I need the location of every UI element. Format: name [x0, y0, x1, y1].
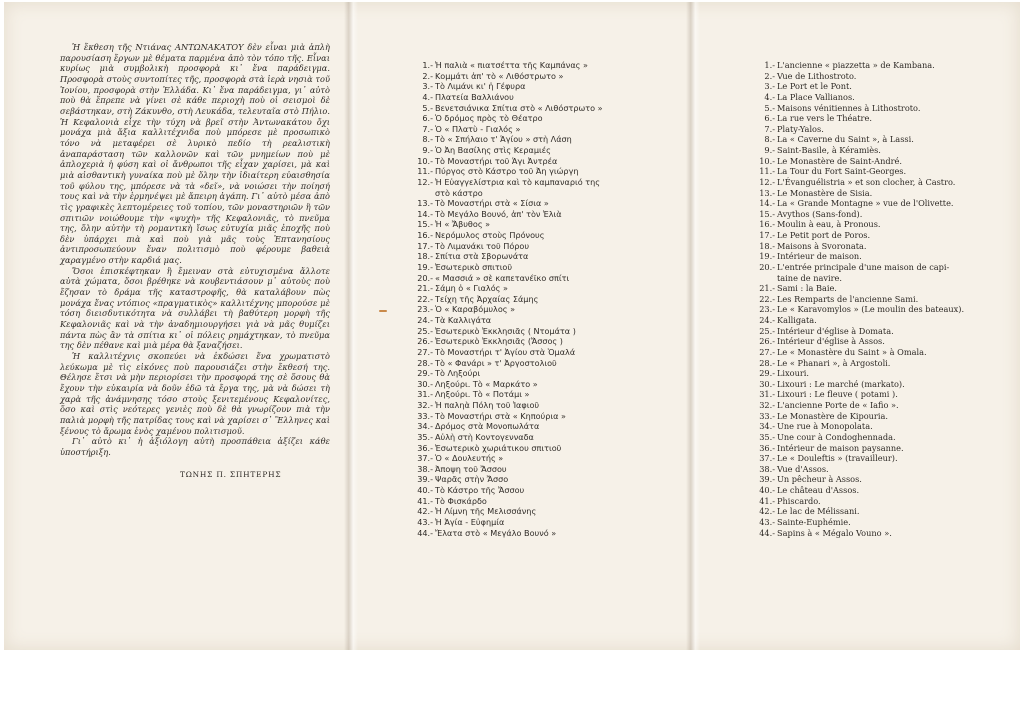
item-number: 12.-	[759, 176, 775, 187]
item-number: 4.-	[422, 91, 433, 102]
list-item	[749, 113, 1019, 124]
item-number: 40.-	[417, 485, 433, 495]
item-title: Τὸ Ληξούρι	[435, 368, 481, 379]
item-number: 34.-	[759, 421, 775, 432]
item-title: Τὸ Μεγάλο Βουνό, ἀπ' τὸν Ἐλιὰ	[435, 208, 562, 219]
list-item	[749, 92, 1019, 103]
item-title: Τὸ Μοναστήρι τ' Ἁγίου στὰ Ὁμαλά	[435, 346, 576, 357]
item-number: 10.-	[759, 155, 775, 166]
item-title: Πύργος στὸ Κάστρο τοῦ Ἀη γιώργη	[435, 166, 579, 177]
item-title: Le « Douleftis » (travailleur).	[777, 453, 898, 464]
item-title: Vue de Lithostroto.	[777, 70, 857, 81]
list-item	[407, 230, 677, 241]
item-number: 39.-	[417, 474, 433, 485]
list-item	[407, 294, 677, 305]
item-title: Kalligata.	[777, 315, 817, 325]
item-title: Intérieur de maison.	[777, 251, 862, 262]
item-number: 24.-	[417, 315, 433, 325]
item-number: 17.-	[759, 230, 775, 240]
item-title: Ὁ « Πλατὺ - Γιαλός »	[435, 123, 521, 134]
item-title: Ἡ Λίμνη τῆς Μελισσάνης	[435, 506, 537, 517]
french-list-panel	[749, 60, 1019, 708]
greek-artwork-list	[407, 60, 677, 538]
item-number: 24.-	[759, 315, 775, 325]
item-title: Αὐλὴ στὴ Κοντογενναδα	[435, 431, 534, 442]
item-number: 44.-	[417, 527, 433, 538]
list-item	[749, 443, 1019, 454]
item-number: 38.-	[417, 463, 433, 474]
item-title: Τὸ « Φανάρι » τ' Ἀργοστολιοῦ	[435, 357, 557, 368]
item-number: 33.-	[417, 410, 433, 421]
author-signature: ΤΩΝΗΣ Π. ΣΠΗΤΕΡΗΣ	[180, 469, 282, 479]
item-number: 6.-	[764, 113, 775, 124]
item-number: 11.-	[759, 166, 775, 177]
list-item	[407, 177, 677, 188]
item-title: Κομμάτι ἀπ' τὸ « Λιθόστρωτο »	[435, 70, 564, 81]
list-item	[749, 464, 1019, 475]
item-number: 13.-	[417, 198, 433, 209]
list-item	[407, 124, 677, 135]
list-item	[407, 379, 677, 390]
item-title: Τὸ Μοναστήρι τοῦ Ἁγι Ἀντρέα	[435, 155, 558, 166]
list-item	[749, 156, 1019, 167]
item-title: Ληξούρι. Τὸ « Ποτάμι »	[435, 389, 530, 400]
item-title: Phiscardo.	[777, 495, 821, 506]
list-item	[749, 177, 1019, 188]
item-number: 43.-	[417, 516, 433, 527]
item-number: 34.-	[417, 421, 433, 432]
item-title: Τὸ Μοναστήρι στὰ « Σίσια »	[435, 198, 549, 209]
item-number: 16.-	[759, 219, 775, 230]
list-item	[407, 485, 677, 496]
list-item	[749, 283, 1019, 294]
item-number: 30.-	[759, 378, 775, 389]
list-item	[407, 304, 677, 315]
list-item	[749, 506, 1019, 517]
list-item	[407, 251, 677, 262]
item-title: Intérieur de maison paysanne.	[777, 442, 904, 453]
list-item	[407, 134, 677, 145]
item-title: Le Monastère de Sisia.	[777, 187, 873, 198]
list-item	[749, 103, 1019, 114]
list-item	[749, 219, 1019, 230]
item-number: 26.-	[417, 336, 433, 347]
item-number: 15.-	[417, 219, 433, 230]
item-number: 43.-	[759, 516, 775, 527]
item-number: 22.-	[417, 293, 433, 304]
item-number: 32.-	[417, 400, 433, 410]
list-item	[407, 315, 677, 326]
item-number: 30.-	[417, 378, 433, 389]
list-item	[749, 124, 1019, 135]
item-title: L'entrée principale d'une maison de capi-	[777, 261, 950, 272]
item-number: 19.-	[759, 251, 775, 262]
list-item	[749, 528, 1019, 539]
item-number: 18.-	[759, 240, 775, 251]
list-item	[749, 368, 1019, 379]
list-item	[407, 528, 677, 539]
item-number: 8.-	[422, 134, 433, 145]
item-title: Βενετσιάνικα Σπίτια στὸ « Λιθόστρωτο »	[435, 102, 603, 113]
item-number: 5.-	[422, 102, 433, 113]
item-number: 42.-	[759, 506, 775, 517]
list-item	[407, 92, 677, 103]
list-item	[407, 421, 677, 432]
item-title: La « Caverne du Saint », à Lassi.	[777, 134, 914, 145]
essay-panel	[60, 42, 330, 690]
list-item	[407, 358, 677, 369]
list-item	[407, 71, 677, 82]
item-title: Lixouri.	[777, 368, 810, 379]
item-number: 21.-	[759, 283, 775, 294]
essay-text	[60, 42, 330, 458]
list-item	[407, 273, 677, 284]
list-item	[749, 358, 1019, 369]
essay-paragraph: Ὅσοι ἐπισκέφτηκαν ἢ ἔμειναν στὰ εὐτυχισμένα ἄλλοτε αὐτὰ χώματα, ὅσοι βρέθηκε νὰ κουβεντιάσουν μ᾿ αὐτοὺς ποὺ ἔζησαν τὸ δράμα τῆς καταστροφῆς, θὰ καταλάβουν πὼς μονάχα ἕνας ντόπιος «πραγματικὸς» καλλιτέχνης μπορούσε μὲ τόση διεισδυτικότητα νὰ συλλάβει τὴ βαθύτερη μορφὴ τῆς Κεφαλονιᾶς καὶ νὰ τὴν ἀναδημιουργήσει γιὰ νὰ μᾶς θυμίζει πάντα πὼς ἂν τὰ σπίτια κι᾿ οἱ πόλεις ρημάχτηκαν, τὸ πνεῦμα της δὲν πέθανε καὶ μιὰ μέρα θὰ ξαναζήσει.	[60, 265, 330, 351]
item-title: La rue vers le Théatre.	[777, 113, 872, 124]
item-title: Lixouri : Le marché (markato).	[777, 378, 905, 389]
item-number: 19.-	[417, 261, 433, 272]
list-item	[749, 294, 1019, 305]
list-item	[749, 336, 1019, 347]
item-number: 25.-	[759, 325, 775, 336]
item-title: Τὸ Λιμάνι κι' ἡ Γέφυρα	[435, 81, 526, 92]
list-item	[407, 411, 677, 422]
item-number: 1.-	[422, 60, 433, 70]
list-item	[749, 453, 1019, 464]
item-number: 38.-	[759, 463, 775, 474]
item-title: Ἀποψη τοῦ Ἄσσου	[435, 463, 507, 474]
list-item	[407, 166, 677, 177]
list-item	[749, 496, 1019, 507]
item-title: Ὁ « Δουλευτής »	[435, 453, 504, 464]
list-item	[407, 262, 677, 273]
item-title: Ἐσωτερικὸ σπιτιοῦ	[435, 261, 513, 272]
item-title: Ἔλατα στὸ « Μεγάλο Βουνό »	[435, 527, 557, 538]
item-number: 16.-	[417, 230, 433, 240]
item-number: 25.-	[417, 325, 433, 336]
item-number: 29.-	[759, 368, 775, 379]
item-title: Le Petit port de Poros.	[777, 230, 871, 240]
item-title: Le « Karavomylos » (Le moulin des bateaux).	[777, 304, 965, 315]
item-title: Ὁ « Καραβόμυλος »	[435, 304, 516, 315]
list-item	[407, 464, 677, 475]
item-title: La « Grande Montagne » vue de l'Olivette.	[777, 198, 954, 209]
list-item	[407, 506, 677, 517]
list-item	[749, 474, 1019, 485]
item-title: Τὸ « Σπήλαιο τ' Ἁγίου » στὴ Λάση	[435, 134, 572, 145]
item-number: 36.-	[759, 442, 775, 453]
item-title: L'ancienne « piazzetta » de Kambana.	[777, 60, 935, 70]
list-item	[749, 166, 1019, 177]
item-title: Πλατεία Βαλλιάνου	[435, 91, 514, 102]
item-title: Τείχη τῆς Ἀρχαίας Σάμης	[435, 293, 539, 304]
item-number: 22.-	[759, 293, 775, 304]
fold-line-right	[686, 2, 700, 650]
list-item	[407, 145, 677, 156]
list-item	[407, 60, 677, 71]
item-title: Ὁ δρόμος πρὸς τὸ Θέατρο	[435, 113, 543, 124]
item-title: Ἡ « Ἄβυθος »	[435, 219, 491, 230]
greek-list-panel	[407, 60, 677, 708]
item-number: 29.-	[417, 368, 433, 379]
list-item	[749, 145, 1019, 156]
item-number: 7.-	[764, 123, 775, 134]
item-number: 42.-	[417, 506, 433, 517]
essay-paragraph: Ἡ καλλιτέχνις σκοπεύει νὰ ἐκδώσει ἕνα χρωματιστὸ λεύκωμα μὲ τὶς εἰκόνες ποὺ παρουσιάζει στὴν ἔκθεσή της. Θέλησε ἔτσι νὰ μὴν περιορίσει τὴν προσφορά της σὲ ὅσους θὰ ἔχουν τὴν εὐκαιρία νὰ δοῦν ἐδῶ τὰ ἔργα της, μὰ νὰ δώσει τὴ χαρὰ τῆς ἀνάμνησης τόσο στοὺς ξενιτεμένους Κεφαλονίτες, ὅσο καὶ στὶς νεότερες γενιὲς ποὺ δὲ θὰ γνωρίζουν πιὰ τὴν παλιὰ μορφὴ τῆς πατρίδας τους καὶ νὰ χαρίσει σ᾿ Ἕλληνες καὶ ξένους τὸ ἄρωμα ἑνὸς χαμένου πολιτισμοῦ.	[60, 351, 330, 436]
item-title: Σάμη ὁ « Γιαλός »	[435, 283, 508, 294]
item-number: 15.-	[759, 208, 775, 219]
item-title: Les Remparts de l'ancienne Sami.	[777, 293, 919, 304]
list-item	[749, 71, 1019, 82]
item-title: « Μασσιά » σὲ καπετανέϊκο σπίτι	[435, 272, 570, 283]
item-title: Le lac de Mélissani.	[777, 506, 860, 517]
item-title: Maisons à Svoronata.	[777, 240, 867, 251]
list-item	[749, 347, 1019, 358]
list-item	[749, 326, 1019, 337]
list-item	[407, 103, 677, 114]
item-title: Ληξούρι. Τὸ « Μαρκάτο »	[435, 378, 538, 389]
item-title: Platy-Yalos.	[777, 123, 824, 134]
item-number: 28.-	[417, 357, 433, 368]
list-item	[407, 156, 677, 167]
list-item	[407, 368, 677, 379]
list-item	[749, 517, 1019, 528]
item-number: 41.-	[417, 495, 433, 506]
list-item	[749, 81, 1019, 92]
item-number: 13.-	[759, 187, 775, 198]
item-title: στὸ κάστρο	[435, 187, 483, 198]
list-item	[407, 188, 677, 199]
item-number: 5.-	[764, 102, 775, 113]
item-title: Τὸ Λιμανάκι τοῦ Πόρου	[435, 240, 530, 251]
essay-paragraph: Γι᾿ αὐτὸ κι᾿ ἡ ἀξιόλογη αὐτὴ προσπάθεια ἀξίζει κάθε ὑποστήριξη.	[60, 436, 330, 457]
list-item	[407, 113, 677, 124]
list-item	[407, 347, 677, 358]
item-number: 3.-	[422, 81, 433, 92]
list-item	[407, 389, 677, 400]
item-title: Lixouri : Le fleuve ( potami ).	[777, 389, 898, 400]
item-title: Sainte-Euphémie.	[777, 516, 851, 527]
list-item	[407, 432, 677, 443]
item-number: 44.-	[759, 527, 775, 538]
item-number: 7.-	[422, 123, 433, 134]
list-item	[749, 230, 1019, 241]
item-number: 3.-	[764, 81, 775, 92]
list-item	[407, 453, 677, 464]
list-item	[749, 485, 1019, 496]
list-item	[749, 209, 1019, 220]
item-title: Ἡ παληὰ Πόλη τοῦ Ἰαφιοῦ	[435, 400, 540, 410]
item-title: Intérieur d'église à Assos.	[777, 336, 885, 347]
list-item	[749, 421, 1019, 432]
item-number: 23.-	[759, 304, 775, 315]
item-title: Le « Phanari », à Argostoli.	[777, 357, 891, 368]
list-item	[749, 432, 1019, 443]
item-title: Moulin à eau, à Pronous.	[777, 219, 881, 230]
item-number: 2.-	[764, 70, 775, 81]
item-title: Le château d'Assos.	[777, 485, 860, 495]
item-title: Ἡ Εὐαγγελίστρια καὶ τὸ καμπαναριό της	[435, 176, 601, 187]
list-item	[407, 209, 677, 220]
item-title: Ἡ παλιὰ « πιατσέττα τῆς Καμπάνας »	[435, 60, 588, 70]
item-number: 10.-	[417, 155, 433, 166]
item-number: 23.-	[417, 304, 433, 315]
item-title: Τὸ Φισκάρδο	[435, 495, 487, 506]
list-item	[407, 517, 677, 528]
item-number: 8.-	[764, 134, 775, 145]
list-item	[749, 315, 1019, 326]
list-item	[749, 251, 1019, 262]
item-title: taine de navire.	[777, 272, 842, 283]
item-title: Le Monastère de Kipouria.	[777, 410, 888, 421]
item-number: 14.-	[759, 198, 775, 209]
list-item	[749, 134, 1019, 145]
list-item	[749, 241, 1019, 252]
item-title: Une cour à Condoghennada.	[777, 431, 896, 442]
list-item	[749, 389, 1019, 400]
item-title: Ἡ Ἁγία - Εὐφημία	[435, 516, 505, 527]
list-item	[407, 283, 677, 294]
essay-paragraph: Ἡ ἔκθεση τῆς Ντιάνας ΑΝΤΩΝΑΚΑΤΟΥ δὲν εἶναι μιὰ ἁπλὴ παρουσίαση ἔργων μὲ θέματα παρμένα ἀπὸ τὸν τόπο τῆς. Εἶναι κυρίως μιὰ συμβολικὴ προσφορὰ κι᾿ ἕνα παράδειγμα. Προσφορὰ στοὺς συντοπίτες τῆς, προσφορὰ στὰ ἱερὰ νησιὰ τοῦ Ἰονίου, προσφορὰ στὴν Ἑλλάδα. Κι᾿ ἕνα παράδειγμα, γι᾿ αὐτὸ ποὺ θὰ ἔπρεπε νὰ γίνει σὲ κάθε περιοχὴ ποὺ οἱ σεισμοὶ δὲ σεβάστηκαν, στὴ Ζάκυνθο, στὴ Λευκάδα, τελευταῖα στὸ Πήλιο. Ἡ Κεφαλονιὰ εἶχε τὴν τύχη νὰ βρεῖ στὴν Ἀντωνακάτου ὄχι μονάχα μιὰ ἄξια καλλιτέχνιδα ποὺ μπόρεσε μὲ προσωπικὸ τόνο νὰ μεταφέρει σὲ λυρικὸ πεδίο τὴ ρεαλιστικὴ ἀναπαράσταση τῶν καλλονῶν καὶ τῶν μνημείων ποὺ μὲ ἀπλοχεριὰ ἡ φύση καὶ οἱ ἄνθρωποι τῆς εἶχαν χαρίσει, μὰ καὶ μιὰ αἰσθαντικὴ γυναίκα ποὺ μὲ ὅλην τὴν ἰδιαίτερη εὐαισθησία τοῦ φύλου της, μπόρεσε νὰ τὰ «δεῖ», νὰ νοιώσει τὴν ποίησή τους καὶ νὰ τὴν ἑρμηνέψει μὲ ἄπειρη ἀγάπη. Γι᾿ αὐτὸ μέσα ἀπὸ τὶς γραφικὲς λεπτομέρειες τοῦ τοπίου, τῶν μοναστηριῶν ἢ τῶν σπιτιῶν νοιώθουμε τὴν «ψυχὴ» τῆς Κεφαλονιᾶς, τὸ πνεῦμα της, ὅλην αὐτὴν τὴ ρομαντικὴ ἴσως εὐτυχία μιᾶς ἐποχῆς ποὺ δὲν ὑπάρχει πιὰ καὶ ποὺ γιὰ μᾶς τοὺς Ἐπτανησίους ἀντιπροσωπεύουν ἕναν πολιτισμὸ ποὺ φέρουμε βαθειὰ χαραγμένο στὴν καρδιά μας.	[60, 42, 330, 266]
item-title: Ἐσωτερικὸ Ἐκκλησιᾶς (Ἄσσος )	[435, 336, 563, 347]
item-title: Sapins à « Mégalo Vouno ».	[777, 527, 892, 538]
item-number: 41.-	[759, 495, 775, 506]
list-item	[749, 411, 1019, 422]
item-title: Le « Monastère du Saint » à Omala.	[777, 346, 927, 357]
item-number: 37.-	[417, 453, 433, 464]
list-item	[407, 81, 677, 92]
list-item	[749, 60, 1019, 71]
item-number: 27.-	[759, 346, 775, 357]
item-title: Τὸ Μοναστήρι στὰ « Κηπούρια »	[435, 410, 566, 421]
item-number: 35.-	[759, 431, 775, 442]
list-item	[749, 304, 1019, 315]
item-title: L'Évanguélistria » et son clocher, à Castro.	[777, 176, 956, 187]
list-item	[749, 198, 1019, 209]
item-number: 9.-	[422, 145, 433, 155]
item-number: 35.-	[417, 431, 433, 442]
item-number: 6.-	[422, 113, 433, 124]
item-number: 26.-	[759, 336, 775, 347]
list-item	[407, 336, 677, 347]
item-title: Avythos (Sans-fond).	[777, 208, 863, 219]
item-title: Ἐσωτερικὸ Ἐκκλησιᾶς ( Ντομάτα )	[435, 325, 576, 336]
item-title: Le Port et le Pont.	[777, 81, 852, 92]
list-item	[749, 188, 1019, 199]
list-item	[407, 496, 677, 507]
french-artwork-list	[749, 60, 1019, 538]
item-number: 18.-	[417, 251, 433, 262]
list-item	[407, 474, 677, 485]
item-number: 37.-	[759, 453, 775, 464]
item-number: 20.-	[417, 272, 433, 283]
item-number: 17.-	[417, 240, 433, 251]
item-title: Δρόμος στὰ Μονοπωλάτα	[435, 421, 540, 432]
item-number: 2.-	[422, 70, 433, 81]
item-title: Saint-Basile, à Kéramiès.	[777, 145, 881, 155]
item-number: 12.-	[417, 176, 433, 187]
item-title: Ἐσωτερικὸ χωριάτικου σπιτιοῦ	[435, 442, 562, 453]
item-title: Τὰ Καλλιγάτα	[435, 315, 492, 325]
item-title: Νερόμυλος στοὺς Πρόνους	[435, 230, 545, 240]
fold-line-left	[344, 2, 358, 650]
ink-mark	[379, 310, 387, 312]
brochure-sheet	[4, 2, 1020, 650]
list-item	[749, 262, 1019, 273]
item-title: Le Monastère de Saint-André.	[777, 155, 902, 166]
list-item	[407, 198, 677, 209]
item-number: 33.-	[759, 410, 775, 421]
item-title: Sami : la Baie.	[777, 283, 837, 294]
item-title: Une rue à Monopolata.	[777, 421, 873, 432]
item-number: 31.-	[759, 389, 775, 400]
item-number: 11.-	[417, 166, 433, 177]
item-title: Ψαρᾶς στὴν Ἄσσο	[435, 474, 509, 485]
item-title: Intérieur d'église à Domata.	[777, 325, 894, 336]
item-number: 40.-	[759, 485, 775, 495]
item-number: 36.-	[417, 442, 433, 453]
item-title: L'ancienne Porte de « Iafio ».	[777, 400, 899, 410]
item-title: La Tour du Fort Saint-Georges.	[777, 166, 907, 177]
item-number: 1.-	[764, 60, 775, 70]
list-item	[749, 273, 1019, 284]
list-item	[407, 326, 677, 337]
list-item	[407, 219, 677, 230]
list-item	[749, 379, 1019, 390]
item-number: 39.-	[759, 474, 775, 485]
item-number: 31.-	[417, 389, 433, 400]
item-number: 32.-	[759, 400, 775, 410]
item-title: Ὁ Ἀη Βασίλης στὶς Κεραμιές	[435, 145, 551, 155]
item-title: La Place Vallianos.	[777, 91, 855, 102]
item-number: 20.-	[759, 261, 775, 272]
item-title: Τὸ Κάστρο τῆς Ἄσσου	[435, 485, 525, 495]
item-number: 27.-	[417, 346, 433, 357]
list-item	[407, 443, 677, 454]
item-title: Un pêcheur à Assos.	[777, 474, 862, 485]
item-number: 9.-	[764, 145, 775, 155]
list-item	[749, 400, 1019, 411]
item-title: Maisons vénitiennes à Lithostroto.	[777, 102, 921, 113]
item-number: 4.-	[764, 91, 775, 102]
list-item	[407, 241, 677, 252]
item-number: 14.-	[417, 208, 433, 219]
item-number: 28.-	[759, 357, 775, 368]
item-number: 21.-	[417, 283, 433, 294]
list-item	[407, 400, 677, 411]
item-title: Σπίτια στὰ Σβορωνάτα	[435, 251, 529, 262]
item-title: Vue d'Assos.	[777, 463, 829, 474]
